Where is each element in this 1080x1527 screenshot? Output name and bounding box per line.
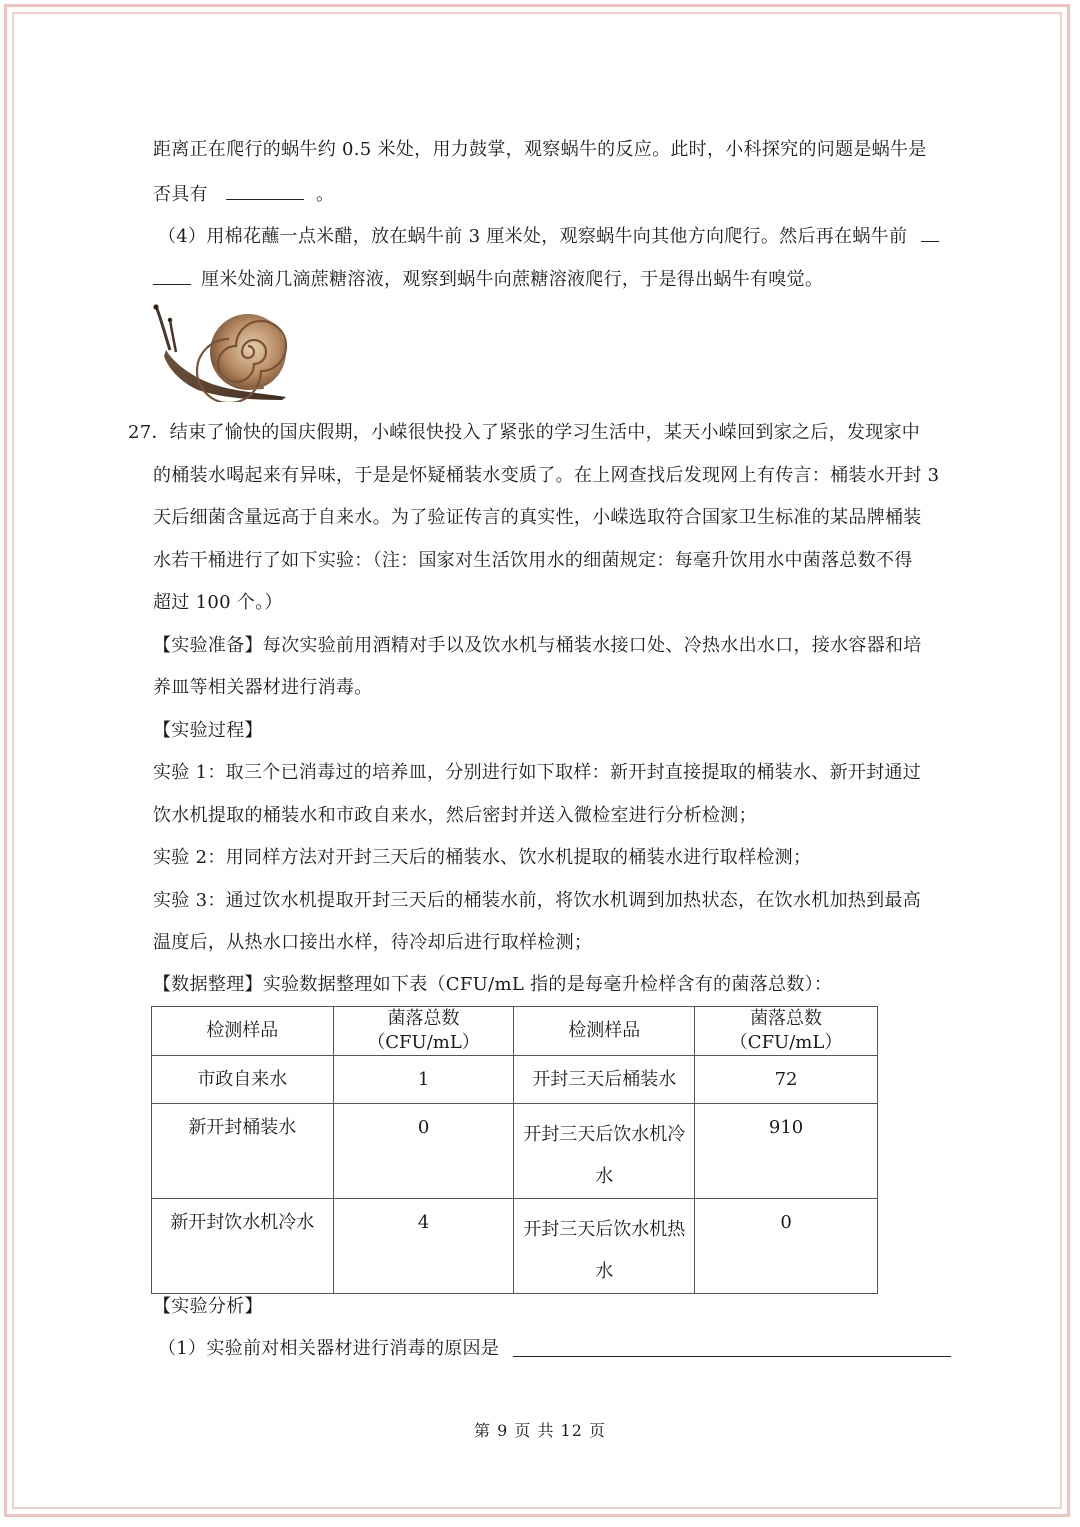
prep-line: 【实验准备】每次实验前用酒精对手以及饮水机与桶装水接口处、冷热水出水口，接水容器和培 [153, 635, 922, 656]
table-cell: 72 [695, 1056, 878, 1104]
table-cell: 市政自来水 [152, 1056, 334, 1104]
process-title: 【实验过程】 [153, 720, 263, 741]
answer-blank[interactable] [921, 223, 939, 242]
q26-text-line [153, 181, 334, 207]
table-cell: 0 [695, 1199, 878, 1294]
table-header-cell: 检测样品 [152, 1007, 334, 1056]
table-row [152, 1199, 878, 1294]
q26-text-segment: 。 [315, 184, 335, 205]
table-cell: 开封三天后桶装水 [514, 1056, 695, 1104]
answer-blank[interactable] [226, 181, 304, 200]
results-table [151, 1006, 878, 1294]
q27-stem-line: 27．结束了愉快的国庆假期，小嵘很快投入了紧张的学习生活中，某天小嵘回到家之后，发现家中 [128, 422, 921, 443]
experiment-1-line: 实验 1：取三个已消毒过的培养皿，分别进行如下取样：新开封直接提取的桶装水、新开封通过 [153, 762, 922, 783]
q26-part4-line [158, 223, 939, 249]
answer-blank[interactable] [153, 266, 191, 285]
experiment-3-line: 温度后，从热水口接出水样，待冷却后进行取样检测； [153, 932, 593, 953]
table-cell: 4 [333, 1199, 514, 1294]
table-cell: 0 [333, 1104, 514, 1199]
table-cell: 1 [333, 1056, 514, 1104]
table-cell: 开封三天后饮水机冷水 [514, 1104, 695, 1199]
table-row [152, 1104, 878, 1199]
table-header-cell: 检测样品 [514, 1007, 695, 1056]
q27-stem-line: 的桶装水喝起来有异味，于是是怀疑桶装水变质了。在上网查找后发现网上有传言：桶装水开封 3 [153, 465, 940, 486]
q26-text-segment: 厘米处滴几滴蔗糖溶液，观察到蜗牛向蔗糖溶液爬行，于是得出蜗牛有嗅觉。 [201, 269, 824, 290]
table-header-cell: 菌落总数（CFU/mL） [333, 1007, 514, 1056]
analysis-question-1: （1）实验前对相关器材进行消毒的原因是 [158, 1338, 500, 1359]
experiment-2-line: 实验 2：用同样方法对开封三天后的桶装水、饮水机提取的桶装水进行取样检测； [153, 847, 812, 868]
q26-text-segment: 否具有 [153, 184, 208, 205]
answer-blank[interactable] [513, 1356, 951, 1357]
analysis-title: 【实验分析】 [153, 1296, 263, 1317]
table-row [152, 1056, 878, 1104]
q26-text-line: 距离正在爬行的蜗牛约 0.5 米处，用力鼓掌，观察蜗牛的反应。此时，小科探究的问题是蜗牛是 [153, 139, 927, 160]
q26-part4-line [153, 266, 823, 292]
table-cell: 新开封饮水机冷水 [152, 1199, 334, 1294]
q26-text-segment: （4）用棉花蘸一点米醋，放在蜗牛前 3 厘米处，观察蜗牛向其他方向爬行。然后再在蜗牛前 [158, 226, 908, 247]
q27-stem-line: 超过 100 个。） [153, 592, 283, 613]
snail-image [152, 304, 292, 402]
experiment-1-line: 饮水机提取的桶装水和市政自来水，然后密封并送入微检室进行分析检测； [153, 805, 757, 826]
q27-stem-line: 天后细菌含量远高于自来水。为了验证传言的真实性，小嵘选取符合国家卫生标准的某品牌桶装 [153, 507, 922, 528]
experiment-3-line: 实验 3：通过饮水机提取开封三天后的桶装水前，将饮水机调到加热状态，在饮水机加热到最高 [153, 890, 922, 911]
data-title: 【数据整理】实验数据整理如下表（CFU/mL 指的是每毫升检样含有的菌落总数）： [153, 974, 833, 995]
q27-stem-line: 水若干桶进行了如下实验：（注：国家对生活饮用水的细菌规定：每毫升饮用水中菌落总数不得 [153, 550, 913, 571]
table-header-row [152, 1007, 878, 1056]
table-cell: 910 [695, 1104, 878, 1199]
table-cell: 开封三天后饮水机热水 [514, 1199, 695, 1294]
prep-line: 养皿等相关器材进行消毒。 [153, 677, 373, 698]
table-cell: 新开封桶装水 [152, 1104, 334, 1199]
table-header-cell: 菌落总数（CFU/mL） [695, 1007, 878, 1056]
page-number-footer: 第 9 页 共 12 页 [474, 1421, 606, 1440]
